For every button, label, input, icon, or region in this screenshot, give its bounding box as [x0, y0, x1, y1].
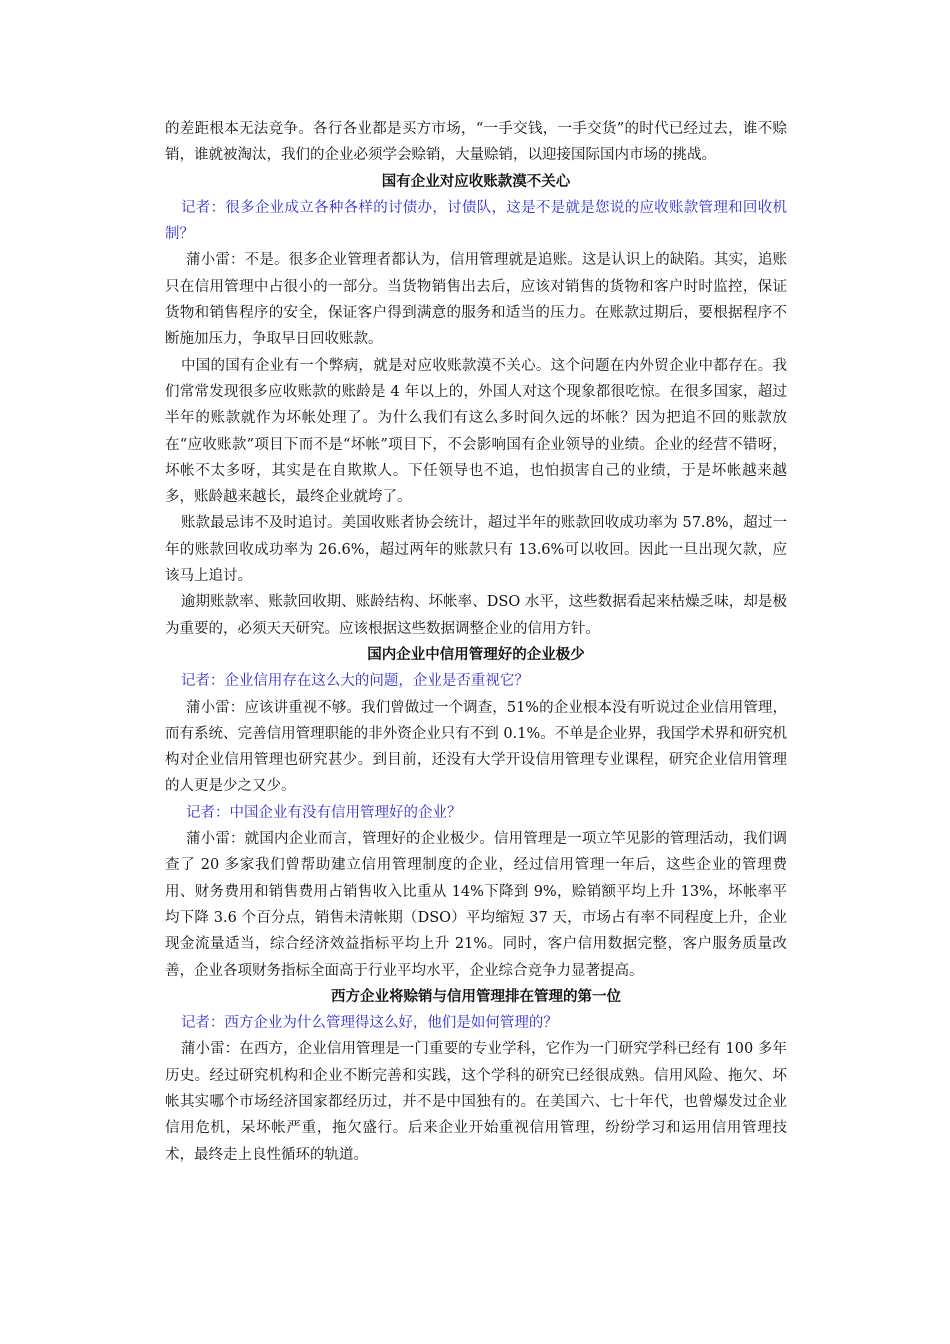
answer-paragraph-3: 账款最忌讳不及时追讨。美国收账者协会统计，超过半年的账款回收成功率为 57.8%，超过一年的账款回收成功率为 26.6%，超过两年的账款只有 13.6%可以收回。因此一旦出现欠款，应该马上追讨。	[165, 515, 787, 585]
reporter-question-4: 记者：西方企业为什么管理得这么好，他们是如何管理的？	[180, 1015, 558, 1032]
answer-paragraph-7: 蒲小雷：在西方，企业信用管理是一门重要的专业学科，它作为一门研究学科已经有 100 多年历史。经过研究机构和企业不断完善和实践，这个学科的研究已经很成熟。信用风险、拖欠、坏帐其实哪个市场经济国家都经历过，并不是中国独有的。在美国六、七十年代，也曾爆发过企业信用危机，呆坏帐严重，拖欠盛行。后来企业开始重视信用管理，纷纷学习和运用信用管理技术，最终走上良性循环的轨道。	[165, 1041, 787, 1163]
answer-paragraph-6: 蒲小雷：就国内企业而言，管理好的企业极少。信用管理是一项立竿见影的管理活动，我们调查了 20 多家我们曾帮助建立信用管理制度的企业，经过信用管理一年后，这些企业的管理费用、财务费用和销售费用占销售收入比重从 14%下降到 9%，赊销额平均上升 13%，坏帐率平均下降 3.6 个百分点，销售未清帐期（DSO）平均缩短 37 天，市场占有率不同程度上升，企业现金流量适当，综合经济效益指标平均上升 21%。同时，客户信用数据完整，客户服务质量改善，企业各项财务指标全面高于行业平均水平，企业综合竞争力显著提高。	[165, 831, 787, 979]
reporter-question-3: 记者：中国企业有没有信用管理好的企业？	[186, 804, 462, 821]
reporter-question-1: 记者：很多企业成立各种各样的讨债办，讨债队，这是不是就是您说的应收账款管理和回收机制？	[165, 199, 787, 243]
section-heading-1: 国有企业对应收账款漠不关心	[381, 172, 571, 190]
reporter-question-2: 记者：企业信用存在这么大的问题，企业是否重视它？	[180, 673, 529, 690]
article-body	[165, 116, 787, 1168]
answer-paragraph-2: 中国的国有企业有一个弊病，就是对应收账款漠不关心。这个问题在内外贸企业中都存在。我们常常发现很多应收账款的账龄是 4 年以上的，外国人对这个现象都很吃惊。在很多国家，超过半年的账款就作为坏帐处理了。为什么我们有这么多时间久远的坏帐？因为把追不回的账款放在“应收账款”项目下而不是“坏帐”项目下，不会影响国有企业领导的业绩。企业的经营不错呀，坏帐不太多呀，其实是在自欺欺人。下任领导也不追，也怕损害自己的业绩，于是坏帐越来越多，账龄越来越长，最终企业就垮了。	[165, 357, 787, 506]
answer-paragraph-4: 逾期账款率、账款回收期、账龄结构、坏帐率、DSO 水平，这些数据看起来枯燥乏味，却是极为重要的，必须天天研究。应该根据这些数据调整企业的信用方针。	[165, 594, 787, 637]
section-heading-3: 西方企业将赊销与信用管理排在管理的第一位	[331, 987, 621, 1005]
answer-paragraph-1: 蒲小雷：不是。很多企业管理者都认为，信用管理就是追账。这是认识上的缺陷。其实，追账只在信用管理中占很小的一部分。当货物销售出去后，应该对销售的货物和客户时时监控，保证货物和销售程序的安全，保证客户得到满意的服务和适当的压力。在账款过期后，要根据程序不断施加压力，争取早日回收账款。	[165, 252, 787, 348]
section-heading-2: 国内企业中信用管理好的企业极少	[367, 645, 585, 663]
answer-paragraph-5: 蒲小雷：应该讲重视不够。我们曾做过一个调查，51%的企业根本没有听说过企业信用管理，而有系统、完善信用管理职能的非外资企业只有不到 0.1%。不单是企业界，我国学术界和研究机构对企业信用管理也研究甚少。到目前，还没有大学开设信用管理专业课程，研究企业信用管理的人更是少之又少。	[165, 699, 787, 795]
paragraph-intro: 的差距根本无法竞争。各行各业都是买方市场，“一手交钱，一手交货”的时代已经过去，谁不赊销，谁就被淘汰，我们的企业必须学会赊销，大量赊销，以迎接国际国内市场的挑战。	[165, 121, 787, 164]
